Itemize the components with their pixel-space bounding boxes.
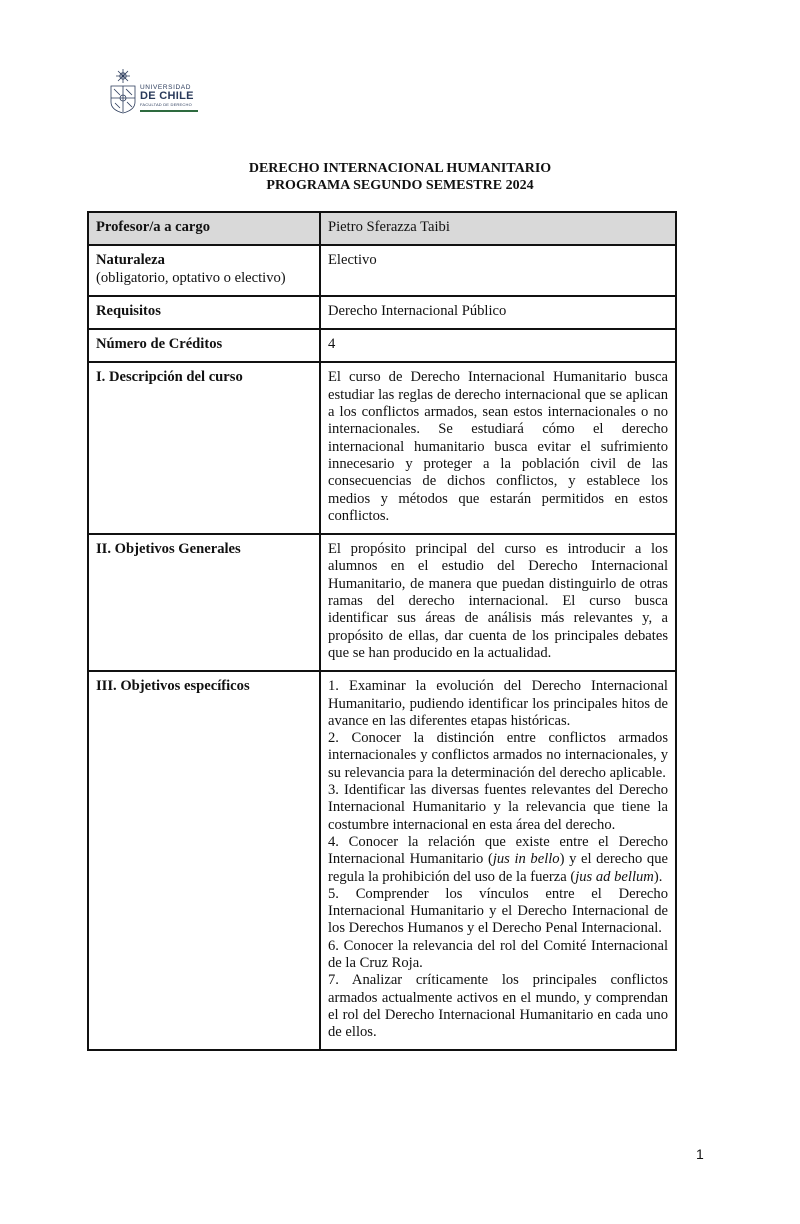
table-row-description (88, 362, 676, 534)
latin-term: jus ad bellum (575, 868, 654, 885)
program-table (87, 211, 677, 1051)
table-row-general-objectives (88, 534, 676, 671)
value-nature: Electivo (320, 245, 676, 296)
table-row-credits (88, 329, 676, 362)
label-description: I. Descripción del curso (88, 362, 320, 534)
objective-item: 7. Analizar críticamente los principales conflictos armados actualmente activos en el mundo, y comprendan el rol del Derecho Internacional Humanitario en cada uno de ellos. (328, 972, 668, 1041)
university-logo (109, 68, 201, 116)
label-professor: Profesor/a a cargo (88, 212, 320, 245)
title-line-1: DERECHO INTERNACIONAL HUMANITARIO (248, 161, 552, 176)
document-title (0, 160, 800, 194)
value-description: El curso de Derecho Internacional Humanitario busca estudiar las reglas de derecho internacional que se aplican a los conflictos armados, sean estos internacionales o no internacionales. Se estudiará cómo el derecho internacional humanitario busca evitar el sufrimiento innecesario y proteger a la población civil de las consecuencias de dichos conflictos, y establece los medios y métodos que estarán permitidos en estos conflictos. (320, 362, 676, 534)
objective-item (328, 834, 668, 886)
objective-text: ). (653, 868, 663, 885)
objective-text: 4. Conocer la relación que existe entre el Derecho Internacional Humanitario ( (328, 833, 668, 868)
label-nature (88, 245, 320, 296)
objective-item: 3. Identificar las diversas fuentes relevantes del Derecho Internacional Humanitario y la relevancia que tiene la costumbre internacional en esta área del derecho. (328, 782, 668, 833)
table-row-professor (88, 212, 676, 245)
value-specific-objectives (320, 671, 676, 1050)
logo-underline (140, 110, 198, 112)
table-row-nature (88, 245, 676, 296)
table-row-specific-objectives (88, 671, 676, 1050)
objective-item: 1. Examinar la evolución del Derecho Internacional Humanitario, pudiendo identificar los principales hitos de avance en las diferentes etapas históricas. (328, 678, 668, 729)
value-general-objectives: El propósito principal del curso es introducir a los alumnos en el estudio del Derecho Internacional Humanitario, de manera que puedan distinguirlo de otras ramas del derecho internacional. El curso busca identificar sus áreas de análisis más relevantes y, a propósito de ellas, dar cuenta de los principales debates que se han producido en la actualidad. (320, 534, 676, 671)
title-line-2: PROGRAMA SEGUNDO SEMESTRE 2024 (266, 178, 534, 193)
label-requirements: Requisitos (88, 296, 320, 329)
table-row-requirements (88, 296, 676, 329)
value-requirements: Derecho Internacional Público (320, 296, 676, 329)
label-specific-objectives: III. Objetivos específicos (88, 671, 320, 1050)
objective-item: 5. Comprender los vínculos entre el Derecho Internacional Humanitario y el Derecho Internacional de los Derechos Humanos y el Derecho Penal Internacional. (328, 885, 668, 937)
label-credits: Número de Créditos (88, 329, 320, 362)
label-nature-sub: (obligatorio, optativo o electivo) (96, 269, 286, 286)
label-general-objectives: II. Objetivos Generales (88, 534, 320, 671)
objective-text: ) y el derecho que regula la prohibición del uso de la fuerza ( (328, 851, 668, 885)
objective-item: 2. Conocer la distinción entre conflictos armados internacionales y conflictos armados no internacionales, y su relevancia para la determinación del derecho aplicable. (328, 730, 668, 781)
logo-line-3: FACULTAD DE DERECHO (140, 102, 192, 107)
crest-icon (109, 68, 137, 114)
logo-line-1: UNIVERSIDAD (140, 84, 192, 91)
logo-line-2: DE CHILE (140, 90, 194, 102)
label-nature-title: Naturaleza (96, 252, 165, 269)
logo-wordmark (140, 84, 202, 112)
page-number: 1 (696, 1146, 704, 1162)
value-professor: Pietro Sferazza Taibi (320, 212, 676, 245)
value-credits: 4 (320, 329, 676, 362)
objective-item: 6. Conocer la relevancia del rol del Comité Internacional de la Cruz Roja. (328, 937, 668, 971)
latin-term: jus in bello (492, 851, 560, 868)
